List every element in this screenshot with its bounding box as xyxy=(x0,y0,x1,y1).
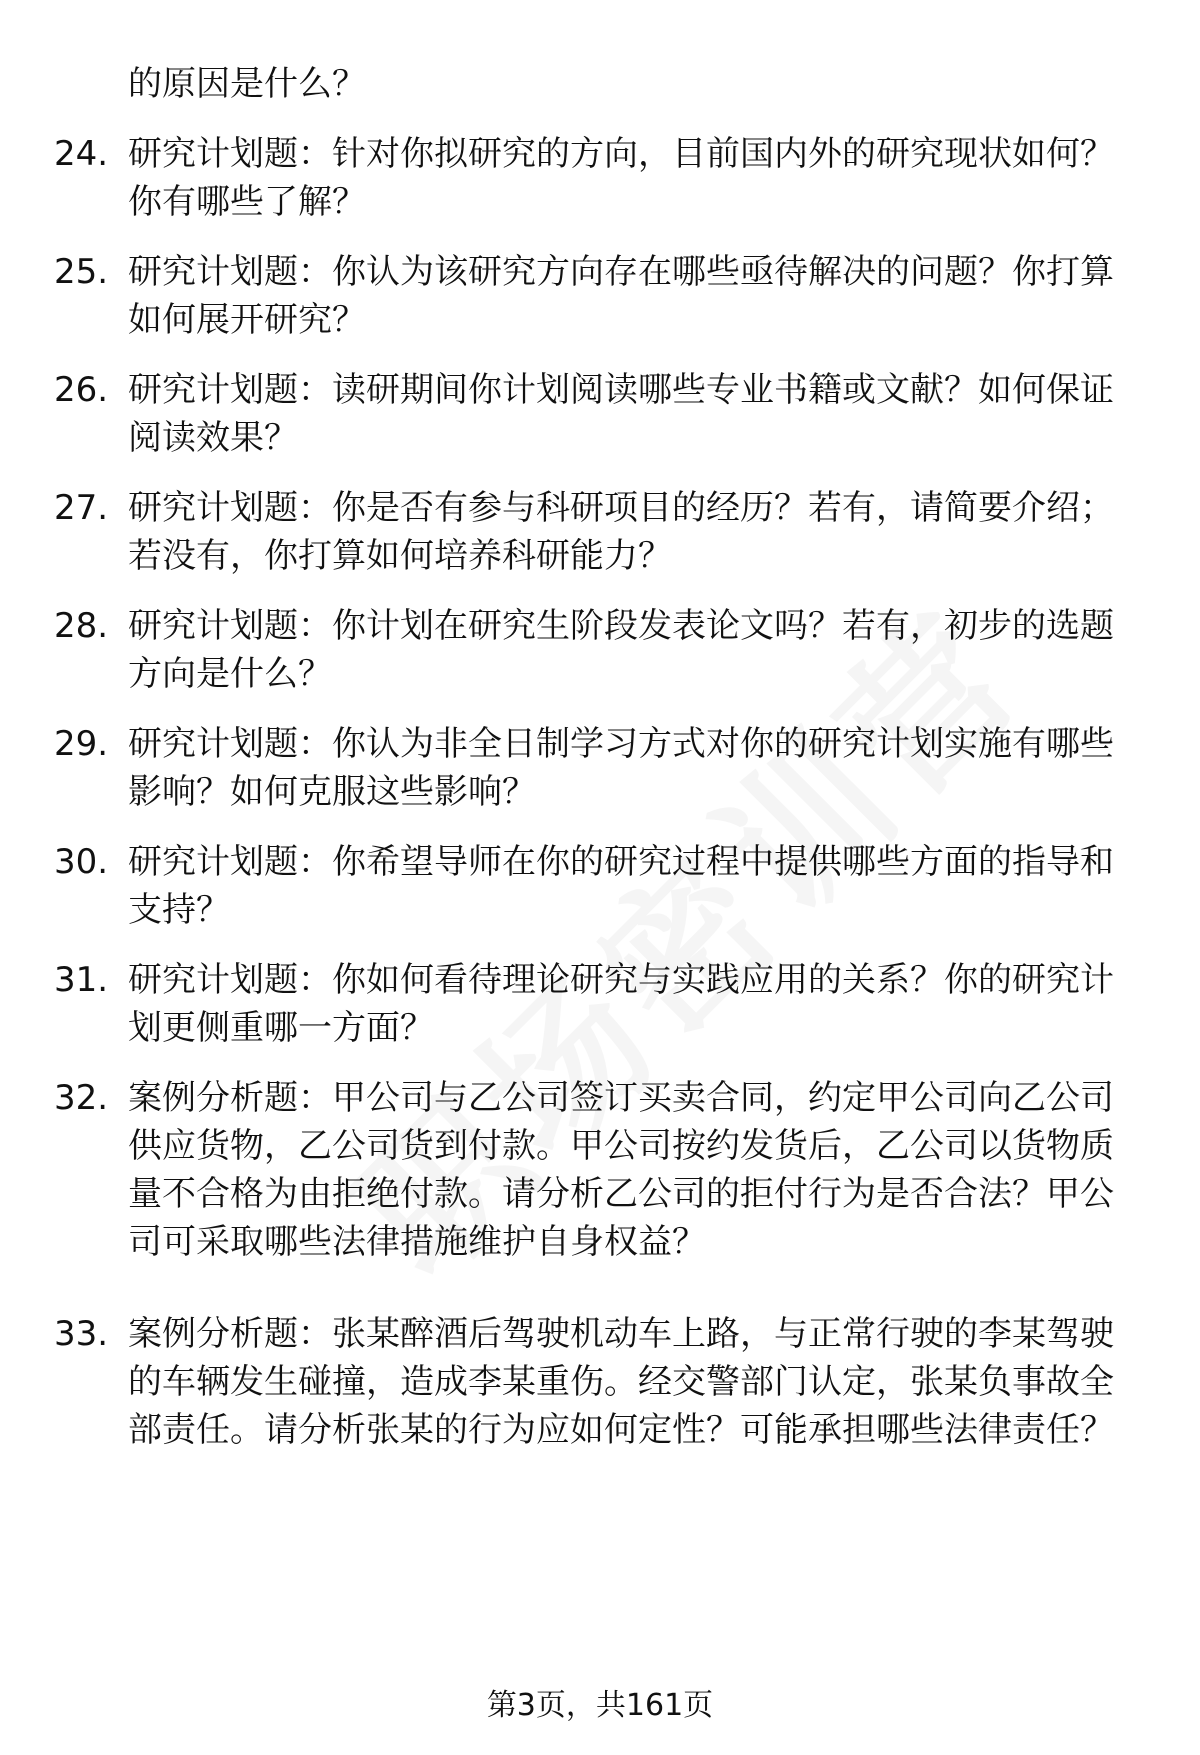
item-text: 研究计划题：针对你拟研究的方向，目前国内外的研究现状如何？你有哪些了解？ xyxy=(128,134,1114,222)
item-number: 33. xyxy=(54,1314,109,1354)
item-text: 研究计划题：读研期间你计划阅读哪些专业书籍或文献？如何保证阅读效果？ xyxy=(128,370,1114,458)
item-text: 研究计划题：你希望导师在你的研究过程中提供哪些方面的指导和支持？ xyxy=(128,842,1114,930)
item-number: 31. xyxy=(54,960,109,1000)
item-number: 30. xyxy=(54,842,109,882)
item-number: 28. xyxy=(54,606,109,646)
continuation-text: 的原因是什么？ xyxy=(128,64,366,104)
item-number: 27. xyxy=(54,488,109,528)
item-text: 案例分析题：张某醉酒后驾驶机动车上路，与正常行驶的李某驾驶的车辆发生碰撞，造成李某重伤。经交警部门认定，张某负事故全部责任。请分析张某的行为应如何定性？可能承担哪些法律责任？ xyxy=(128,1314,1114,1450)
item-text: 研究计划题：你如何看待理论研究与实践应用的关系？你的研究计划更侧重哪一方面？ xyxy=(128,960,1114,1048)
item-number: 32. xyxy=(54,1078,109,1118)
item-number: 26. xyxy=(54,370,109,410)
page-footer: 第3页，共161页 xyxy=(486,1688,714,1723)
item-number: 25. xyxy=(54,252,109,292)
item-number: 29. xyxy=(54,724,109,764)
item-number: 24. xyxy=(54,134,109,174)
item-text: 研究计划题：你计划在研究生阶段发表论文吗？若有，初步的选题方向是什么？ xyxy=(128,606,1114,694)
item-text: 研究计划题：你认为非全日制学习方式对你的研究计划实施有哪些影响？如何克服这些影响？ xyxy=(128,724,1114,812)
item-text: 案例分析题：甲公司与乙公司签订买卖合同，约定甲公司向乙公司供应货物，乙公司货到付款。甲公司按约发货后，乙公司以货物质量不合格为由拒绝付款。请分析乙公司的拒付行为是否合法？甲公司可采取哪些法律措施维护自身权益？ xyxy=(128,1078,1114,1262)
item-text: 研究计划题：你认为该研究方向存在哪些亟待解决的问题？你打算如何展开研究？ xyxy=(128,252,1114,340)
item-text: 研究计划题：你是否有参与科研项目的经历？若有，请简要介绍；若没有，你打算如何培养科研能力？ xyxy=(128,488,1114,576)
